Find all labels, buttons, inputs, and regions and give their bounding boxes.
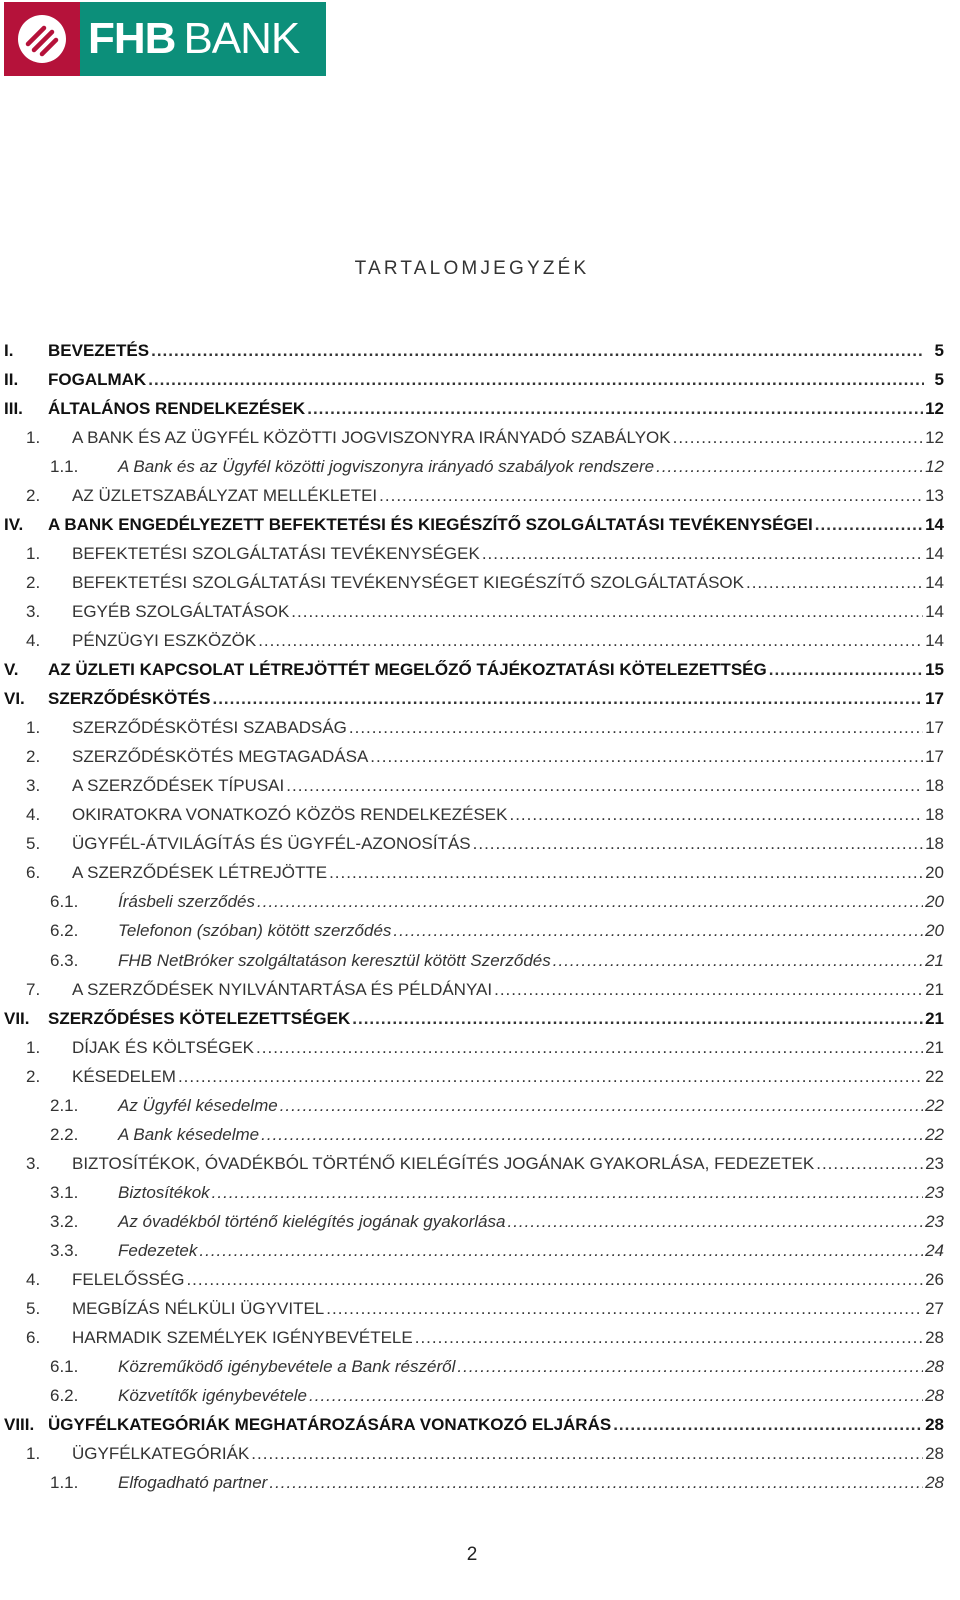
toc-entry[interactable] bbox=[0, 772, 944, 801]
toc-entry-page: 15 bbox=[925, 660, 944, 680]
toc-entry-page: 14 bbox=[925, 630, 944, 650]
toc-entry[interactable] bbox=[0, 1120, 944, 1149]
toc-leader-dots bbox=[256, 1038, 923, 1058]
toc-entry[interactable] bbox=[0, 394, 944, 423]
toc-entry[interactable] bbox=[0, 656, 944, 685]
toc-leader-dots bbox=[507, 1212, 923, 1232]
toc-entry[interactable] bbox=[0, 1236, 944, 1265]
toc-leader-dots bbox=[286, 776, 923, 796]
toc-leader-dots bbox=[553, 951, 923, 971]
toc-entry-number: 4. bbox=[26, 1270, 41, 1290]
toc-entry-label: PÉNZÜGYI ESZKÖZÖK bbox=[72, 630, 257, 650]
toc-entry-label: SZERZŐDÉSES KÖTELEZETTSÉGEK bbox=[48, 1008, 351, 1028]
toc-entry[interactable] bbox=[0, 888, 944, 917]
toc-entry-number: 3.3. bbox=[50, 1240, 79, 1260]
toc-entry-line bbox=[118, 921, 944, 941]
toc-entry-line bbox=[72, 486, 944, 506]
toc-entry-page: 5 bbox=[924, 370, 944, 390]
toc-entry-page: 28 bbox=[925, 1328, 944, 1348]
toc-entry-page: 21 bbox=[925, 950, 944, 970]
toc-entry[interactable] bbox=[0, 1033, 944, 1062]
toc-entry-number: 5. bbox=[26, 1299, 41, 1319]
toc-entry-page: 14 bbox=[925, 543, 944, 563]
toc-leader-dots bbox=[673, 428, 923, 448]
toc-entry-line bbox=[72, 573, 944, 593]
toc-entry-label: MEGBÍZÁS NÉLKÜLI ÜGYVITEL bbox=[72, 1299, 325, 1319]
toc-entry[interactable] bbox=[0, 685, 944, 714]
toc-entry[interactable] bbox=[0, 1295, 944, 1324]
toc-entry-line bbox=[72, 718, 944, 738]
toc-entry[interactable] bbox=[0, 1353, 944, 1382]
toc-entry[interactable] bbox=[0, 975, 944, 1004]
toc-entry-label: HARMADIK SZEMÉLYEK IGÉNYBEVÉTELE bbox=[72, 1328, 413, 1348]
toc-entry-number: III. bbox=[4, 398, 23, 418]
toc-entry-line bbox=[118, 1096, 944, 1116]
toc-leader-dots bbox=[482, 544, 923, 564]
toc-entry-label: Telefonon (szóban) kötött szerződés bbox=[118, 921, 392, 941]
toc-entry-line bbox=[118, 1386, 944, 1406]
toc-entry-number: I. bbox=[4, 340, 14, 360]
toc-entry-label: BIZTOSÍTÉKOK, ÓVADÉKBÓL TÖRTÉNŐ KIELÉGÍTÉS JOGÁNAK GYAKORLÁSA, FEDEZETEK bbox=[72, 1153, 815, 1173]
toc-entry[interactable] bbox=[0, 830, 944, 859]
toc-leader-dots bbox=[352, 1009, 923, 1029]
toc-leader-dots bbox=[309, 1386, 923, 1406]
table-of-contents bbox=[0, 336, 944, 1498]
toc-entry-page: 21 bbox=[925, 1037, 944, 1057]
toc-entry-page: 14 bbox=[925, 601, 944, 621]
toc-entry-number: 6.2. bbox=[50, 1386, 79, 1406]
toc-leader-dots bbox=[178, 1067, 923, 1087]
toc-leader-dots bbox=[379, 486, 923, 506]
logo-mark-icon bbox=[4, 2, 80, 76]
toc-entry[interactable] bbox=[0, 1062, 944, 1091]
toc-entry-line bbox=[118, 1357, 944, 1377]
toc-entry-label: SZERZŐDÉSKÖTÉS MEGTAGADÁSA bbox=[72, 747, 369, 767]
toc-entry-label: BEFEKTETÉSI SZOLGÁLTATÁSI TEVÉKENYSÉGET KIEGÉSZÍTŐ SZOLGÁLTATÁSOK bbox=[72, 572, 744, 592]
toc-entry-label: AZ ÜZLETI KAPCSOLAT LÉTREJÖTTÉT MEGELŐZŐ TÁJÉKOZTATÁSI KÖTELEZETTSÉG bbox=[48, 660, 767, 680]
toc-leader-dots bbox=[769, 660, 923, 680]
toc-entry-line bbox=[72, 776, 944, 796]
toc-entry-number: 7. bbox=[26, 979, 41, 999]
toc-entry-line bbox=[118, 457, 944, 477]
toc-entry-label: Fedezetek bbox=[118, 1240, 198, 1260]
toc-entry[interactable] bbox=[0, 1178, 944, 1207]
toc-entry-number: 2.1. bbox=[50, 1095, 79, 1115]
toc-entry-number: 1. bbox=[26, 1037, 41, 1057]
toc-entry-page: 22 bbox=[925, 1066, 944, 1086]
logo-brand: FHB bbox=[88, 14, 176, 63]
toc-leader-dots bbox=[656, 457, 923, 477]
toc-entry-page: 28 bbox=[925, 1473, 944, 1493]
fhb-bank-logo bbox=[4, 2, 326, 76]
toc-entry[interactable] bbox=[0, 801, 944, 830]
toc-entry-page: 18 bbox=[925, 834, 944, 854]
toc-entry[interactable] bbox=[0, 481, 944, 510]
toc-entry-number: 6.3. bbox=[50, 950, 79, 970]
toc-entry-label: Biztosítékok bbox=[118, 1182, 210, 1202]
toc-leader-dots bbox=[329, 863, 923, 883]
toc-entry-number: 3.1. bbox=[50, 1182, 79, 1202]
toc-entry-page: 17 bbox=[925, 747, 944, 767]
toc-entry-page: 22 bbox=[925, 1095, 944, 1115]
toc-entry-number: 4. bbox=[26, 805, 41, 825]
toc-entry-line bbox=[48, 1009, 944, 1029]
toc-entry-number: 3.2. bbox=[50, 1211, 79, 1231]
toc-entry-page: 20 bbox=[925, 863, 944, 883]
toc-entry-label: SZERZŐDÉSKÖTÉS bbox=[48, 689, 211, 709]
toc-entry[interactable] bbox=[0, 714, 944, 743]
toc-entry-line bbox=[118, 1241, 944, 1261]
toc-entry-number: 2. bbox=[26, 747, 41, 767]
toc-entry-line bbox=[72, 1328, 944, 1348]
toc-entry-number: 6.1. bbox=[50, 892, 79, 912]
toc-entry[interactable] bbox=[0, 1469, 944, 1498]
toc-entry-page: 20 bbox=[925, 921, 944, 941]
toc-entry-line bbox=[118, 1473, 944, 1493]
toc-entry-page: 18 bbox=[925, 776, 944, 796]
toc-leader-dots bbox=[212, 1183, 923, 1203]
toc-entry-line bbox=[118, 951, 944, 971]
toc-entry-page: 14 bbox=[925, 514, 944, 534]
toc-entry-number: 6. bbox=[26, 1328, 41, 1348]
toc-entry-label: SZERZŐDÉSKÖTÉSI SZABADSÁG bbox=[72, 718, 347, 738]
toc-entry-line bbox=[72, 1067, 944, 1087]
toc-entry-line bbox=[72, 1299, 944, 1319]
toc-entry[interactable] bbox=[0, 1411, 944, 1440]
toc-entry-number: 5. bbox=[26, 834, 41, 854]
toc-entry-line bbox=[72, 544, 944, 564]
toc-entry-line bbox=[48, 399, 944, 419]
toc-entry-line bbox=[72, 834, 944, 854]
toc-entry-number: 2.2. bbox=[50, 1124, 79, 1144]
toc-entry[interactable] bbox=[0, 1004, 944, 1033]
toc-leader-dots bbox=[212, 689, 923, 709]
toc-entry-label: DÍJAK ÉS KÖLTSÉGEK bbox=[72, 1037, 255, 1057]
toc-entry-page: 17 bbox=[925, 689, 944, 709]
toc-leader-dots bbox=[280, 1096, 923, 1116]
toc-entry-line bbox=[48, 370, 944, 390]
toc-entry-label: OKIRATOKRA VONATKOZÓ KÖZÖS RENDELKEZÉSEK bbox=[72, 805, 508, 825]
toc-entry-line bbox=[72, 428, 944, 448]
toc-entry-page: 14 bbox=[925, 572, 944, 592]
toc-leader-dots bbox=[307, 399, 923, 419]
toc-entry-page: 12 bbox=[925, 427, 944, 447]
toc-entry[interactable] bbox=[0, 1382, 944, 1411]
toc-leader-dots bbox=[199, 1241, 923, 1261]
toc-leader-dots bbox=[258, 631, 923, 651]
toc-entry-line bbox=[72, 1154, 944, 1174]
toc-entry[interactable] bbox=[0, 1149, 944, 1178]
toc-leader-dots bbox=[370, 747, 923, 767]
toc-entry[interactable] bbox=[0, 1324, 944, 1353]
toc-entry-number: 4. bbox=[26, 630, 41, 650]
toc-entry-line bbox=[48, 660, 944, 680]
toc-entry-page: 20 bbox=[925, 892, 944, 912]
toc-entry-label: A SZERZŐDÉSEK LÉTREJÖTTE bbox=[72, 863, 328, 883]
toc-entry-number: 2. bbox=[26, 1066, 41, 1086]
toc-entry-number: 6.2. bbox=[50, 921, 79, 941]
toc-entry[interactable] bbox=[0, 1207, 944, 1236]
toc-leader-dots bbox=[186, 1270, 923, 1290]
toc-leader-dots bbox=[349, 718, 923, 738]
toc-entry-line bbox=[118, 1125, 944, 1145]
toc-entry-line bbox=[118, 1212, 944, 1232]
toc-entry-label: FHB NetBróker szolgáltatáson keresztül kötött Szerződés bbox=[118, 950, 551, 970]
toc-entry-line bbox=[48, 689, 944, 709]
toc-leader-dots bbox=[415, 1328, 923, 1348]
toc-entry-number: 6.1. bbox=[50, 1357, 79, 1377]
toc-leader-dots bbox=[746, 573, 923, 593]
toc-entry-line bbox=[48, 1415, 944, 1435]
toc-entry[interactable] bbox=[0, 423, 944, 452]
toc-entry[interactable] bbox=[0, 859, 944, 888]
toc-entry-label: A BANK ENGEDÉLYEZETT BEFEKTETÉSI ÉS KIEGÉSZÍTŐ SZOLGÁLTATÁSI TEVÉKENYSÉGEI bbox=[48, 514, 813, 534]
toc-entry[interactable] bbox=[0, 1091, 944, 1120]
toc-entry-number: V. bbox=[4, 660, 19, 680]
toc-entry-label: Elfogadható partner bbox=[118, 1473, 268, 1493]
toc-entry-number: 2. bbox=[26, 485, 41, 505]
toc-entry-page: 26 bbox=[925, 1270, 944, 1290]
toc-entry-page: 18 bbox=[925, 805, 944, 825]
toc-entry-label: A SZERZŐDÉSEK TÍPUSAI bbox=[72, 776, 285, 796]
toc-leader-dots bbox=[613, 1415, 923, 1435]
toc-entry-label: Az Ügyfél késedelme bbox=[118, 1095, 278, 1115]
toc-entry-label: Írásbeli szerződés bbox=[118, 892, 256, 912]
toc-leader-dots bbox=[326, 1299, 923, 1319]
toc-entry-line bbox=[72, 1444, 944, 1464]
toc-entry-label: FELELŐSSÉG bbox=[72, 1270, 185, 1290]
toc-leader-dots bbox=[261, 1125, 923, 1145]
toc-entry-page: 28 bbox=[925, 1415, 944, 1435]
toc-entry[interactable] bbox=[0, 946, 944, 975]
toc-entry-number: VII. bbox=[4, 1008, 30, 1028]
toc-entry-label: BEFEKTETÉSI SZOLGÁLTATÁSI TEVÉKENYSÉGEK bbox=[72, 543, 480, 563]
toc-entry-label: EGYÉB SZOLGÁLTATÁSOK bbox=[72, 601, 290, 621]
toc-entry-line bbox=[72, 631, 944, 651]
toc-entry-line bbox=[72, 805, 944, 825]
toc-leader-dots bbox=[815, 515, 923, 535]
toc-entry-line bbox=[72, 602, 944, 622]
logo-bank: BANK bbox=[183, 14, 300, 63]
toc-entry-number: 1. bbox=[26, 718, 41, 738]
toc-entry-number: 1.1. bbox=[50, 1473, 79, 1493]
toc-entry-label: ÜGYFÉL-ÁTVILÁGÍTÁS ÉS ÜGYFÉL-AZONOSÍTÁS bbox=[72, 834, 471, 854]
toc-entry-page: 17 bbox=[925, 718, 944, 738]
toc-entry-label: A SZERZŐDÉSEK NYILVÁNTARTÁSA ÉS PÉLDÁNYAI bbox=[72, 979, 493, 999]
toc-leader-dots bbox=[148, 370, 924, 390]
toc-entry-number: IV. bbox=[4, 514, 24, 534]
toc-entry-line bbox=[72, 1038, 944, 1058]
toc-leader-dots bbox=[257, 892, 923, 912]
logo-wordmark bbox=[80, 2, 326, 76]
toc-entry-page: 5 bbox=[924, 341, 944, 361]
toc-entry-line bbox=[72, 1270, 944, 1290]
toc-entry-label: Közreműködő igénybevétele a Bank részéről bbox=[118, 1357, 456, 1377]
toc-entry-number: 6. bbox=[26, 863, 41, 883]
toc-entry-label: A Bank késedelme bbox=[118, 1124, 260, 1144]
toc-entry-label: ÜGYFÉLKATEGÓRIÁK MEGHATÁROZÁSÁRA VONATKOZÓ ELJÁRÁS bbox=[48, 1415, 612, 1435]
toc-entry-number: VIII. bbox=[4, 1415, 35, 1435]
toc-entry-number: 1. bbox=[26, 543, 41, 563]
toc-entry-page: 23 bbox=[925, 1153, 944, 1173]
toc-entry-label: AZ ÜZLETSZABÁLYZAT MELLÉKLETEI bbox=[72, 485, 378, 505]
toc-entry-line bbox=[72, 980, 944, 1000]
toc-entry-label: FOGALMAK bbox=[48, 369, 147, 389]
toc-leader-dots bbox=[251, 1444, 923, 1464]
toc-entry-line bbox=[72, 747, 944, 767]
toc-entry-page: 27 bbox=[925, 1299, 944, 1319]
toc-leader-dots bbox=[457, 1357, 923, 1377]
toc-entry-label: A BANK ÉS AZ ÜGYFÉL KÖZÖTTI JOGVISZONYRA IRÁNYADÓ SZABÁLYOK bbox=[72, 427, 671, 447]
toc-entry-number: VI. bbox=[4, 689, 25, 709]
toc-leader-dots bbox=[509, 805, 923, 825]
toc-entry-label: ÜGYFÉLKATEGÓRIÁK bbox=[72, 1444, 250, 1464]
toc-entry-label: A Bank és az Ügyfél közötti jogviszonyra irányadó szabályok rendszere bbox=[118, 456, 655, 476]
toc-entry-label: Közvetítők igénybevétele bbox=[118, 1386, 308, 1406]
toc-entry[interactable] bbox=[0, 365, 944, 394]
toc-entry-line bbox=[118, 892, 944, 912]
toc-entry-page: 28 bbox=[925, 1444, 944, 1464]
toc-entry-line bbox=[72, 863, 944, 883]
toc-entry-line bbox=[118, 1183, 944, 1203]
toc-entry-page: 23 bbox=[925, 1182, 944, 1202]
toc-entry[interactable] bbox=[0, 597, 944, 626]
toc-entry-number: 3. bbox=[26, 776, 41, 796]
toc-entry-page: 23 bbox=[925, 1211, 944, 1231]
toc-leader-dots bbox=[816, 1154, 923, 1174]
toc-entry-number: 3. bbox=[26, 1153, 41, 1173]
toc-entry[interactable] bbox=[0, 626, 944, 655]
toc-entry-line bbox=[48, 515, 944, 535]
toc-entry-page: 21 bbox=[925, 1008, 944, 1028]
toc-entry-page: 12 bbox=[925, 398, 944, 418]
toc-entry-label: KÉSEDELEM bbox=[72, 1066, 176, 1086]
toc-entry-label: BEVEZETÉS bbox=[48, 340, 150, 360]
toc-entry-label: ÁLTALÁNOS RENDELKEZÉSEK bbox=[48, 398, 306, 418]
toc-entry-number: 1. bbox=[26, 427, 41, 447]
toc-entry[interactable] bbox=[0, 1266, 944, 1295]
toc-leader-dots bbox=[393, 921, 923, 941]
toc-leader-dots bbox=[473, 834, 923, 854]
toc-entry-label: Az óvadékból történő kielégítés jogának gyakorlása bbox=[118, 1211, 506, 1231]
toc-entry[interactable] bbox=[0, 568, 944, 597]
toc-entry-page: 12 bbox=[925, 456, 944, 476]
toc-entry-page: 13 bbox=[925, 485, 944, 505]
page-number: 2 bbox=[466, 1544, 478, 1565]
toc-entry[interactable] bbox=[0, 1440, 944, 1469]
toc-entry-line bbox=[48, 341, 944, 361]
toc-entry[interactable] bbox=[0, 510, 944, 539]
page-title: TARTALOMJEGYZÉK bbox=[354, 258, 590, 279]
toc-entry-page: 28 bbox=[925, 1357, 944, 1377]
toc-entry[interactable] bbox=[0, 917, 944, 946]
toc-entry-page: 22 bbox=[925, 1124, 944, 1144]
toc-entry[interactable] bbox=[0, 336, 944, 365]
toc-entry-number: II. bbox=[4, 369, 19, 389]
toc-entry[interactable] bbox=[0, 539, 944, 568]
toc-entry[interactable] bbox=[0, 743, 944, 772]
toc-entry[interactable] bbox=[0, 452, 944, 481]
toc-leader-dots bbox=[291, 602, 923, 622]
toc-entry-number: 1. bbox=[26, 1444, 41, 1464]
toc-leader-dots bbox=[151, 341, 924, 361]
toc-leader-dots bbox=[494, 980, 923, 1000]
toc-entry-page: 21 bbox=[925, 979, 944, 999]
toc-entry-page: 24 bbox=[925, 1240, 944, 1260]
toc-entry-number: 2. bbox=[26, 572, 41, 592]
toc-entry-number: 1.1. bbox=[50, 456, 79, 476]
toc-entry-page: 28 bbox=[925, 1386, 944, 1406]
toc-entry-number: 3. bbox=[26, 601, 41, 621]
toc-leader-dots bbox=[269, 1473, 923, 1493]
